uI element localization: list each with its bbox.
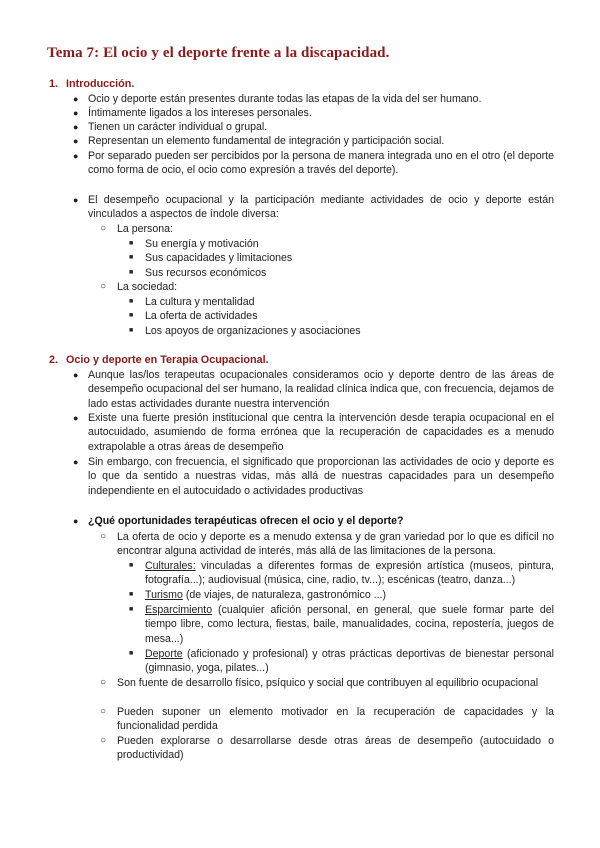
bullet-marker: ● (73, 136, 79, 146)
bullet-marker: ● (73, 122, 79, 132)
square-marker: ■ (129, 269, 134, 276)
list-item: Representan un elemento fundamental de integración y participación social. (88, 135, 445, 147)
bullet-marker: ● (73, 413, 79, 423)
circle-marker: ○ (100, 735, 107, 746)
section-heading-1 (49, 77, 134, 91)
bullet-marker: ● (73, 370, 79, 380)
list-item: La cultura y mentalidad (145, 296, 255, 308)
list-item: Ocio y deporte están presentes durante todas las etapas de la vida del ser humano. (88, 93, 482, 105)
activity-type-term: Deporte (145, 648, 183, 660)
circle-marker: ○ (100, 677, 107, 688)
activity-type-item (145, 603, 554, 646)
square-marker: ■ (129, 650, 134, 657)
activity-type-text: vinculadas a diferentes formas de expresión artística (museos, pintura, fotografía...); audiovisual (música, cine, radio, tv...); escénicas (teatro, danza...) (145, 560, 554, 587)
activity-type-item (145, 647, 554, 676)
list-item: Por separado pueden ser percibidos por la persona de manera integrada uno en el otro (el deporte como forma de ocio, el ocio como expresión a través del deporte). (88, 150, 554, 177)
section-heading-2 (49, 353, 269, 367)
bullet-marker: ● (73, 151, 79, 161)
list-item: Son fuente de desarrollo físico, psíquico y social que contribuyen al equilibrio ocupacional (117, 677, 539, 689)
list-item: Sin embargo, con frecuencia, el significado que proporcionan las actividades de ocio y deporte es lo que da sentido a nuestras vidas, más allá de nuestras capacidades para un desempeño independiente en el autocuidado o actividades productivas (88, 456, 554, 497)
square-marker: ■ (129, 591, 134, 598)
list-item: Sus capacidades y limitaciones (145, 252, 293, 264)
list-item: Tienen un carácter individual o grupal. (88, 121, 268, 133)
list-item: Pueden suponer un elemento motivador en la recuperación de capacidades y la funcionalidad perdida (117, 706, 554, 733)
list-item: Los apoyos de organizaciones y asociaciones (145, 325, 361, 337)
bullet-marker: ● (73, 108, 79, 118)
list-item: Íntimamente ligados a los intereses personales. (88, 107, 312, 119)
square-marker: ■ (129, 562, 134, 569)
section-heading-text: Ocio y deporte en Terapia Ocupacional. (66, 354, 269, 366)
sublist-label: La sociedad: (117, 281, 178, 293)
list-item: Aunque las/los terapeutas ocupacionales consideramos ocio y deporte dentro de las áreas de desempeño ocupacional del ser humano, la realidad clínica indica que, con frecuencia, dejamos de lado estas actividades durante nuestra intervención (88, 369, 554, 410)
list-item: La oferta de ocio y deporte es a menudo extensa y de gran variedad por lo que es difícil no encontrar alguna actividad de interés, más allá de las limitaciones de la persona. (117, 531, 554, 558)
section-number: 1. (49, 78, 59, 90)
bullet-marker: ● (73, 94, 79, 104)
question-heading: ¿Qué oportunidades terapéuticas ofrecen el ocio y el deporte? (88, 515, 404, 527)
activity-type-text: (cualquier afición personal, en general, que suele formar parte del tiempo libre, como lectura, fiestas, baile, manualidades, cocina, repostería, juegos de mesa...) (145, 604, 554, 645)
circle-marker: ○ (100, 223, 107, 234)
sublist-label: La persona: (117, 223, 173, 235)
bullet-marker: ● (73, 195, 79, 205)
bullet-marker: ● (73, 457, 79, 467)
circle-marker: ○ (100, 706, 107, 717)
square-marker: ■ (129, 327, 134, 334)
square-marker: ■ (129, 240, 134, 247)
list-item: Pueden explorarse o desarrollarse desde otras áreas de desempeño (autocuidado o productividad) (117, 735, 554, 762)
list-item: Su energía y motivación (145, 238, 259, 250)
activity-type-text: (de viajes, de naturaleza, gastronómico ...) (182, 589, 387, 601)
page-title: Tema 7: El ocio y el deporte frente a la discapacidad. (47, 45, 390, 61)
activity-type-term: Turismo (145, 589, 183, 601)
square-marker: ■ (129, 254, 134, 261)
square-marker: ■ (129, 606, 134, 613)
circle-marker: ○ (100, 531, 107, 542)
bullet-marker: ● (73, 516, 79, 526)
square-marker: ■ (129, 312, 134, 319)
activity-type-text: (aficionado y profesional) y otras prácticas deportivas de bienestar personal (gimnasio, yoga, pilates...) (145, 648, 554, 675)
section-number: 2. (49, 354, 59, 366)
square-marker: ■ (129, 298, 134, 305)
activity-type-item (145, 588, 554, 602)
circle-marker: ○ (100, 281, 107, 292)
list-item: Existe una fuerte presión institucional que centra la intervención desde terapia ocupacional en el autocuidado, asumiendo de forma errónea que la recuperación de capacidades es a menudo extrapolable a otras áreas de desempeño (88, 412, 554, 453)
activity-type-term: Esparcimiento (145, 604, 213, 616)
activity-type-item (145, 559, 554, 588)
list-item: La oferta de actividades (145, 310, 258, 322)
list-item: Sus recursos económicos (145, 267, 267, 279)
activity-type-term: Culturales: (145, 560, 196, 572)
section-heading-text: Introducción. (66, 78, 135, 90)
list-item: El desempeño ocupacional y la participación mediante actividades de ocio y deporte están vinculados a aspectos de índole diversa: (88, 194, 554, 221)
